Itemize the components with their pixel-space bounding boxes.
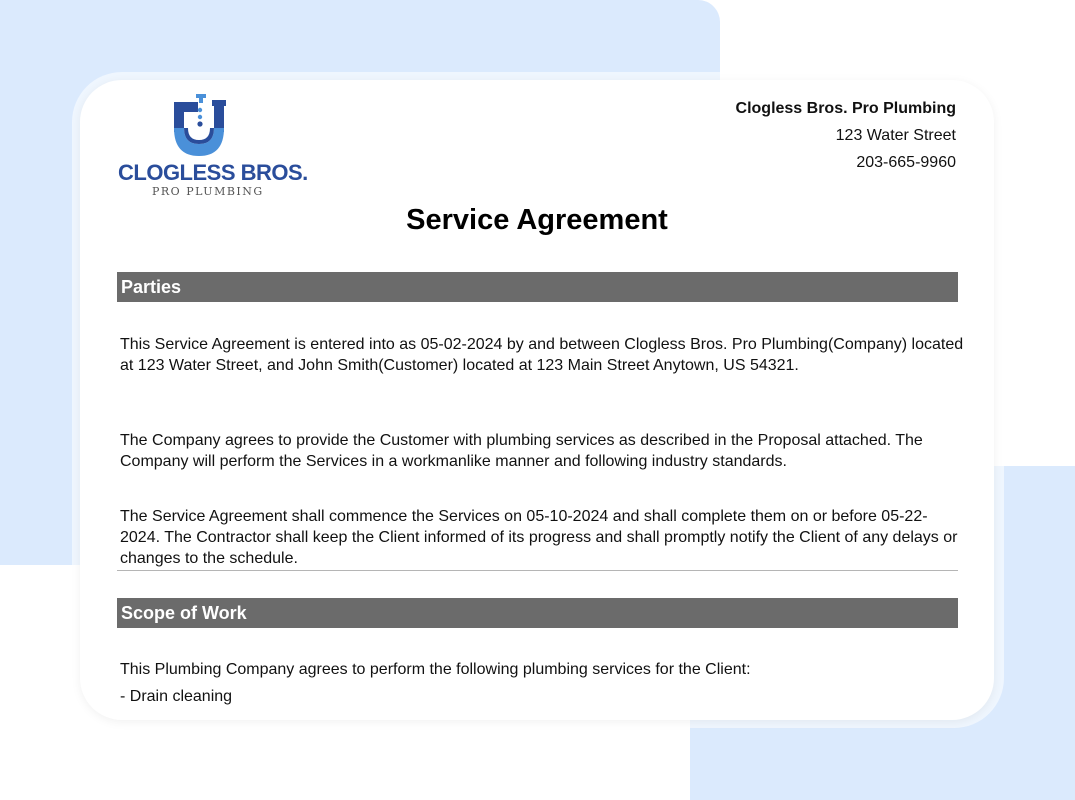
document-card [80, 80, 994, 720]
logo-wordmark: CLOGLESS BROS. [118, 160, 308, 185]
company-phone: 203-665-9960 [856, 154, 956, 171]
parties-paragraph: This Service Agreement is entered into as 05-02-2024 by and between Clogless Bros. Pro Plumbing(Company) located at 123 Water Street, and John Smith(Customer) located at 123 Main Street Anytown, US 54321. [120, 336, 964, 374]
schedule-paragraph: The Service Agreement shall commence the Services on 05-10-2024 and shall complete them on or before 05-22-2024. The Contractor shall keep the Client informed of its progress and shall promptly notify the Client of any delays or changes to the schedule. [120, 508, 958, 567]
section-divider [117, 570, 958, 571]
section-header-scope: Scope of Work [117, 598, 958, 628]
scope-intro: This Plumbing Company agrees to perform the following plumbing services for the Client: [120, 661, 751, 678]
company-address: 123 Water Street [835, 127, 956, 144]
scope-item: - Drain cleaning [120, 688, 233, 705]
plumbing-pipe-icon [170, 94, 240, 160]
company-contact-block [736, 95, 956, 176]
services-paragraph: The Company agrees to provide the Customer with plumbing services as described in the Proposal attached. The Company will perform the Services in a workmanlike manner and following industry standards. [120, 432, 923, 470]
logo-tagline: PRO PLUMBING [152, 185, 264, 198]
document-title: Service Agreement [406, 204, 668, 236]
company-logo [116, 94, 308, 199]
section-header-parties: Parties [117, 272, 958, 302]
company-name: Clogless Bros. Pro Plumbing [735, 100, 956, 117]
